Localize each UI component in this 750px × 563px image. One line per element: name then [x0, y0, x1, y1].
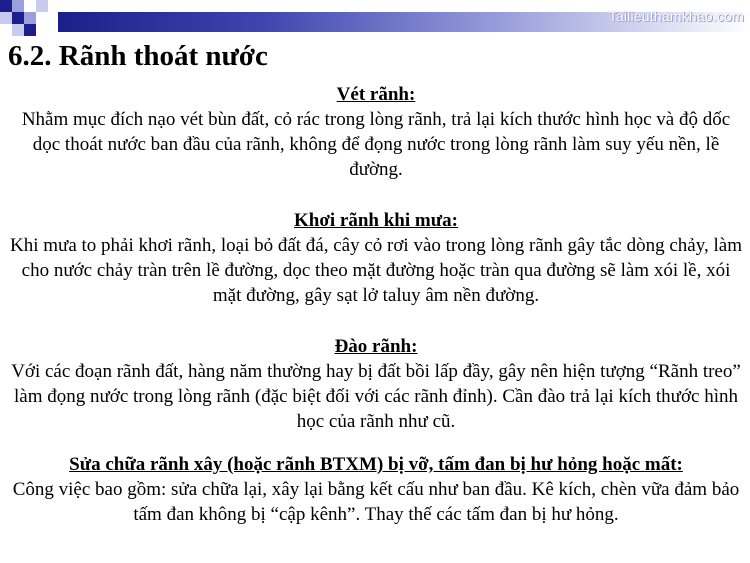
checker-square — [12, 24, 24, 36]
header-band — [0, 0, 750, 36]
checker-square — [24, 0, 36, 12]
checker-square — [0, 12, 12, 24]
checker-square — [24, 12, 36, 24]
section-spacer — [10, 182, 742, 208]
checker-square — [12, 0, 24, 12]
section-vet-ranh — [10, 82, 742, 182]
watermark-text: Tailieuthamkhao.com — [608, 8, 744, 24]
section-heading: Đào rãnh: — [334, 336, 418, 357]
checker-square — [24, 24, 36, 36]
section-khoi-ranh — [10, 208, 742, 308]
slide-content — [10, 82, 742, 527]
section-heading: Vét rãnh: — [336, 84, 416, 105]
section-dao-ranh — [10, 334, 742, 434]
section-spacer — [10, 308, 742, 334]
checker-square — [36, 12, 48, 24]
section-body: Khi mưa to phải khơi rãnh, loại bỏ đất đá, cây cỏ rơi vào trong lòng rãnh gây tắc dòng chảy, làm cho nước chảy tràn trên lề đường, dọc theo mặt đường hoặc tràn qua đường sẽ làm xói lề, xói mặt đường, gây sạt lở taluy âm nền đường. — [10, 235, 742, 306]
section-body: Với các đoạn rãnh đất, hàng năm thường hay bị đất bồi lấp đầy, gây nên hiện tượng “Rãnh treo” làm đọng nước trong lòng rãnh (đặc biệt đối với các rãnh đỉnh). Cần đào trả lại kích thước hình học của rãnh như cũ. — [11, 361, 741, 432]
slide-title: 6.2. Rãnh thoát nước — [8, 40, 268, 72]
section-body: Nhằm mục đích nạo vét bùn đất, cỏ rác trong lòng rãnh, trả lại kích thước hình học và độ dốc dọc thoát nước ban đầu của rãnh, không để đọng nước trong lòng rãnh làm suy yếu nền, lề đường. — [21, 109, 731, 180]
checker-square — [0, 24, 12, 36]
section-spacer — [10, 434, 742, 452]
section-body: Công việc bao gồm: sửa chữa lại, xây lại bằng kết cấu như ban đầu. Kê kích, chèn vữa đảm bảo tấm đan không bị “cập kênh”. Thay thế các tấm đan bị hư hỏng. — [12, 479, 740, 525]
checker-decoration — [0, 0, 60, 36]
checker-square — [12, 12, 24, 24]
section-heading: Khơi rãnh khi mưa: — [294, 210, 458, 231]
section-sua-chua — [10, 452, 742, 527]
checker-square — [36, 0, 48, 12]
checker-square — [0, 0, 12, 12]
section-heading: Sửa chữa rãnh xây (hoặc rãnh BTXM) bị vỡ, tấm đan bị hư hỏng hoặc mất: — [69, 454, 683, 475]
